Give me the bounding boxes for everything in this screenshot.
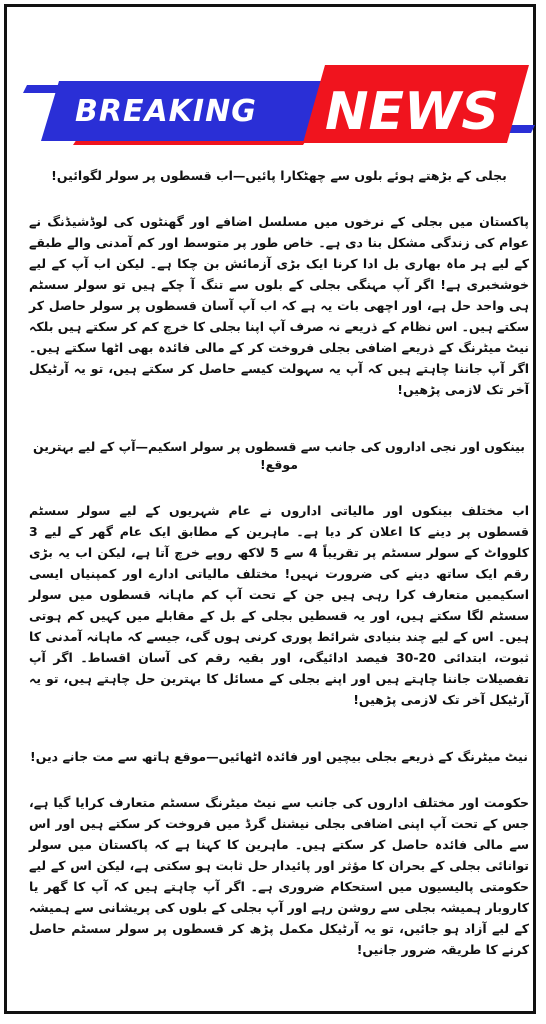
paragraph-2: اب مختلف بینکوں اور مالیاتی اداروں نے عام شہریوں کے لیے سولر سسٹم قسطوں پر دینے کا اعلان کر دیا ہے۔ ماہرین کے مطابق ایک عام گھر کے لیے 3 کلوواٹ کے سولر سسٹم پر تقریباً 4 سے 5 لاکھ روپے خرچ آتا ہے، لیکن اب یہ بڑی رقم ایک ساتھ دینے کی ضرورت نہیں! مختلف مالیاتی ادارے اور کمپنیاں ایسی اسکیمیں متعارف کرا رہی ہیں جن کے تحت آپ کم ماہانہ قسطوں میں سولر سسٹم لگا سکتے ہیں، اور یہ قسطیں بجلی کے بل کے مقابلے میں کہیں کم ہوتی ہیں۔ اس کے لیے چند بنیادی شرائط پوری کرنی ہوں گی، جیسے کہ ماہانہ آمدنی کا ثبوت، ابتدائی 20-30 فیصد ادائیگی، اور بقیہ رقم کی آسان اقساط۔ اگر آپ تفصیلات جاننا چاہتے ہیں اور اپنے بجلی کے مسائل کا بہترین حل چاہتے ہیں، تو یہ آرٹیکل آخر تک لازمی پڑھیں!	[29, 503, 529, 707]
paragraph-1: پاکستان میں بجلی کے نرخوں میں مسلسل اضافے اور گھنٹوں کی لوڈشیڈنگ نے عوام کی زندگی مشکل بنا دی ہے۔ خاص طور پر متوسط اور کم آمدنی والے طبقے کے لیے ہر ماہ بھاری بل ادا کرنا ایک بڑی آزمائش بن چکا ہے۔ لیکن اب آپ کے لیے خوشخبری ہے! اگر آپ مہنگی بجلی کے بلوں سے تنگ آ چکے ہیں تو سولر سسٹم ہی واحد حل ہے، اور اچھی بات یہ ہے کہ اب آپ آسان قسطوں پر سولر حاصل کر سکتے ہیں۔ اس نظام کے ذریعے نہ صرف آپ اپنا بجلی کا خرچ کم کر سکتے ہیں بلکہ نیٹ میٹرنگ کے ذریعے اضافی بجلی فروخت کر کے مالی فائدہ بھی اٹھا سکتے ہیں۔ اگر آپ جاننا چاہتے ہیں کہ آپ یہ سہولت کیسے حاصل کر سکتے ہیں، تو یہ آرٹیکل آخر تک لازمی پڑھیں!	[29, 214, 529, 397]
headline-2: بینکوں اور نجی اداروں کی جانب سے قسطوں پر سولر اسکیم—آپ کے لیے بہترین موقع!	[33, 439, 525, 472]
headline-3: نیٹ میٹرنگ کے ذریعے بجلی بیچیں اور فائدہ اٹھائیں—موقع ہاتھ سے مت جانے دیں!	[30, 749, 528, 764]
headline-1: بجلی کے بڑھتے ہوئے بلوں سے چھٹکارا پائیں—اب قسطوں پر سولر لگوائیں!	[51, 168, 507, 183]
breaking-news-banner	[7, 7, 546, 157]
paragraph-3: حکومت اور مختلف اداروں کی جانب سے نیٹ میٹرنگ سسٹم متعارف کرایا گیا ہے، جس کے تحت آپ اپنی اضافی بجلی نیشنل گرڈ میں فروخت کر سکتے ہیں اور اس سے مالی فائدہ حاصل کر سکتے ہیں۔ ماہرین کا کہنا ہے کہ پاکستان میں سولر توانائی بجلی کے بحران کا مؤثر اور پائیدار حل ثابت ہو سکتی ہے، لیکن اس کے لیے حکومتی پالیسیوں میں استحکام ضروری ہے۔ اگر آپ چاہتے ہیں کہ آپ کا گھر یا کاروبار ہمیشہ بجلی سے روشن رہے اور آپ بجلی کے بلوں کی پریشانی سے ہمیشہ کے لیے آزاد ہو جائیں، تو یہ آرٹیکل مکمل پڑھ کر قسطوں پر سولر سسٹم حاصل کرنے کا طریقہ ضرور جانیں!	[29, 795, 529, 957]
news-card	[4, 4, 536, 1014]
news-text: NEWS	[325, 82, 499, 142]
article	[29, 167, 529, 998]
breaking-text: BREAKING	[75, 94, 257, 129]
